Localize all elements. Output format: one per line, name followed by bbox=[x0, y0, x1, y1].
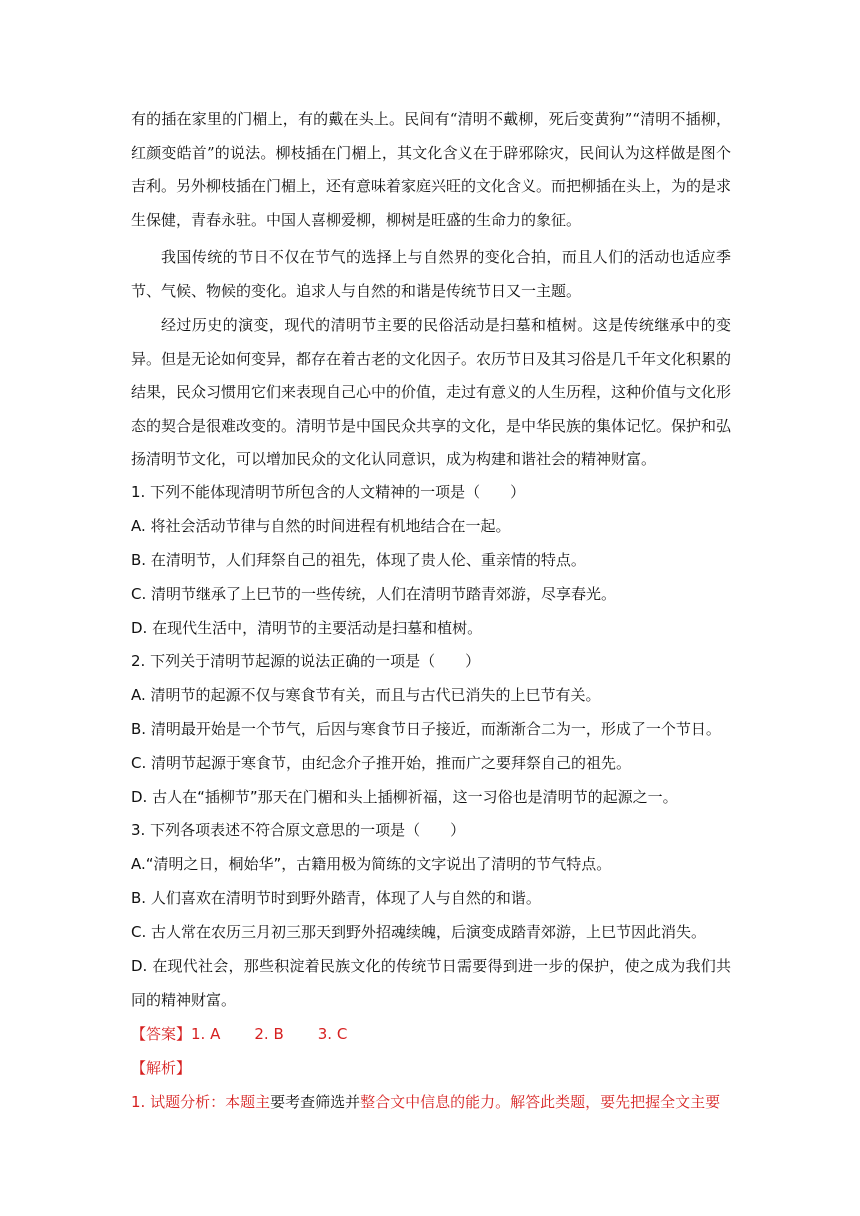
question-2-option-d: D. 古人在“插柳节”那天在门楣和头上插柳祈福，这一习俗也是清明节的起源之一。 bbox=[131, 788, 678, 806]
question-3-option-d: D. 在现代社会，那些积淀着民族文化的传统节日需要得到进一步的保护，使之成为我们共同的精神财富。 bbox=[131, 957, 731, 1009]
analysis-label bbox=[131, 1058, 751, 1078]
passage-paragraph-3: 经过历史的演变，现代的清明节主要的民俗活动是扫墓和植树。这是传统继承中的变异。但是无论如何变异，都存在着古老的文化因子。农历节日及其习俗是几千年文化积累的结果，民众习惯用它们来表现自己心中的价值，走过有意义的人生历程，这种价值与文化形态的契合是很难改变的。清明节是中国民众共享的文化，是中华民族的集体记忆。保护和弘扬清明节文化，可以增加民众的文化认同意识，成为构建和谐社会的精神财富。 bbox=[131, 316, 732, 468]
analysis-line-1 bbox=[131, 1092, 751, 1112]
question-3-stem: 3. 下列各项表述不符合原文意思的一项是（ ） bbox=[131, 821, 466, 839]
question-1-option-b: B. 在清明节，人们拜祭自己的祖先，体现了贵人伦、重亲情的特点。 bbox=[131, 551, 586, 569]
answer-label: 【答案】 bbox=[131, 1025, 192, 1043]
analysis-text-c: 整合文中信息的能力。解答此类题，要先把握全文主要 bbox=[360, 1093, 721, 1111]
answer-item-1: 1. A bbox=[191, 1025, 221, 1043]
question-1-option-c: C. 清明节继承了上巳节的一些传统，人们在清明节踏青郊游，尽享春光。 bbox=[131, 585, 617, 603]
answer-line bbox=[131, 1024, 751, 1044]
answer-item-2: 2. B bbox=[254, 1025, 284, 1043]
question-3-option-c: C. 古人常在农历三月初三那天到野外招魂续魄，后演变成踏青郊游，上巳节因此消失。 bbox=[131, 923, 707, 941]
question-3-option-b: B. 人们喜欢在清明节时到野外踏青，体现了人与自然的和谐。 bbox=[131, 889, 541, 907]
question-1-option-d: D. 在现代生活中，清明节的主要活动是扫墓和植树。 bbox=[131, 619, 483, 637]
question-1-stem: 1. 下列不能体现清明节所包含的人文精神的一项是（ ） bbox=[131, 483, 526, 501]
analysis-label-text: 【解析】 bbox=[131, 1059, 192, 1077]
analysis-number: 1. bbox=[131, 1093, 146, 1111]
question-2-stem: 2. 下列关于清明节起源的说法正确的一项是（ ） bbox=[131, 652, 481, 670]
question-2-option-a: A. 清明节的起源不仅与寒食节有关，而且与古代已消失的上巳节有关。 bbox=[131, 686, 601, 704]
answer-item-3: 3. C bbox=[317, 1025, 348, 1043]
analysis-text-b: 要考查筛选并 bbox=[270, 1093, 361, 1111]
passage-paragraph-2: 我国传统的节日不仅在节气的选择上与自然界的变化合拍，而且人们的活动也适应季节、气候、物候的变化。追求人与自然的和谐是传统节日又一主题。 bbox=[131, 248, 731, 300]
passage-paragraph-1: 有的插在家里的门楣上，有的戴在头上。民间有“清明不戴柳，死后变黄狗”“清明不插柳，红颜变皓首”的说法。柳枝插在门楣上，其文化含义在于辟邪除灾，民间认为这样做是图个吉利。另外柳枝插在门楣上，还有意味着家庭兴旺的文化含义。而把柳插在头上，为的是求生保健，青春永驻。中国人喜柳爱柳，柳树是旺盛的生命力的象征。 bbox=[131, 110, 732, 229]
question-2-option-c: C. 清明节起源于寒食节，由纪念介子推开始，推而广之要拜祭自己的祖先。 bbox=[131, 754, 632, 772]
analysis-text-a: 试题分析：本题主 bbox=[150, 1093, 271, 1111]
question-1-option-a: A. 将社会活动节律与自然的时间进程有机地结合在一起。 bbox=[131, 517, 511, 535]
question-2-option-b: B. 清明最开始是一个节气，后因与寒食节日子接近，而渐渐合二为一，形成了一个节日。 bbox=[131, 720, 721, 738]
question-3-option-a: A.“清明之日，桐始华”，古籍用极为简练的文字说出了清明的节气特点。 bbox=[131, 855, 612, 873]
